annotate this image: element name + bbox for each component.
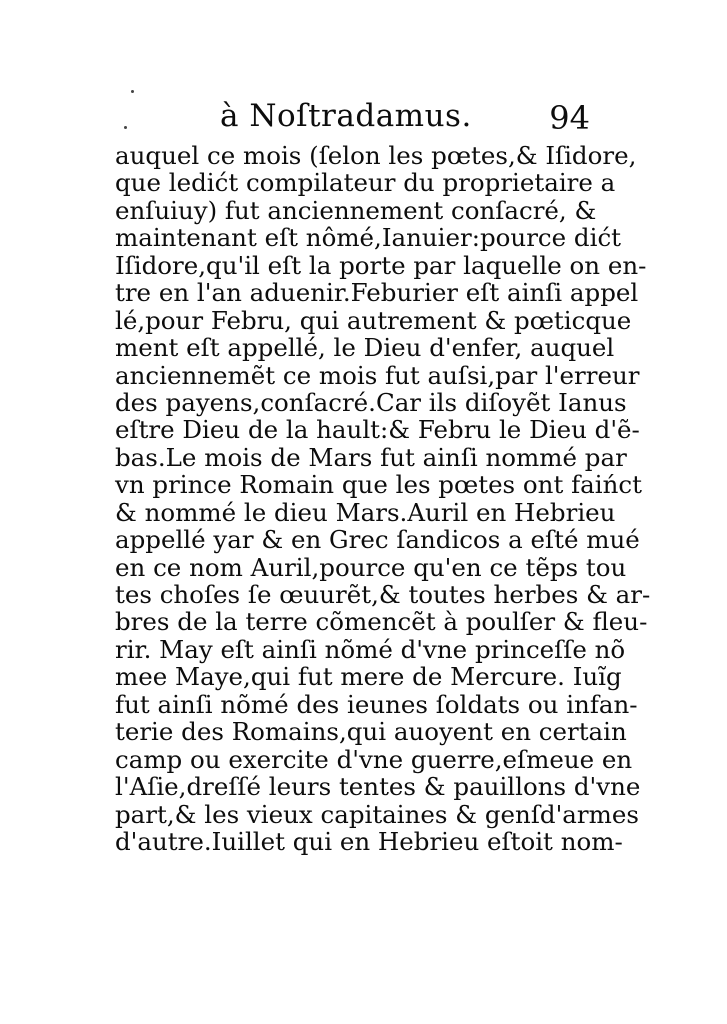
- text-line: bres de la terre cõmencẽt à poulſer & fleu-: [115, 607, 648, 637]
- text-line: mee Maye,qui fut mere de Mercure. Iuĩg: [115, 662, 622, 692]
- text-line: tes choſes ſe œuurẽt,& toutes herbes & ar-: [115, 580, 651, 609]
- page-header: [110, 96, 600, 140]
- page-number: 94: [549, 99, 590, 137]
- text-line: auquel ce mois (ſelon les pœtes,& Iſidore,: [115, 141, 637, 170]
- text-line: camp ou exercite d'vne guerre,eſmeue en: [115, 744, 633, 774]
- text-line: vn prince Romain que les pœtes ont faińct: [115, 470, 642, 500]
- text-line: rir. May eſt ainſi nõmé d'vne princeſſe nõ: [115, 634, 626, 664]
- ink-speck: [131, 90, 134, 93]
- text-line: lé,pour Febru, qui autrement & pœticque: [115, 305, 632, 335]
- text-line: maintenant eſt nômé,Ianuier:pource dićt: [115, 223, 622, 253]
- text-line: tre en l'an aduenir.Feburier eſt ainſi appel: [115, 278, 639, 308]
- text-line: terie des Romains,qui auoyent en certain: [115, 717, 627, 747]
- text-line: anciennemẽt ce mois fut auſsi,par l'erreur: [115, 360, 640, 390]
- text-line: fut ainſi nõmé des ieunes ſoldats ou infan-: [115, 689, 638, 719]
- text-line: des payens,conſacré.Car ils diſoyẽt Ianus: [115, 387, 627, 417]
- text-line: & nommé le dieu Mars.Auril en Hebrieu: [115, 497, 616, 527]
- running-head: à Noſtradamus.: [220, 98, 472, 134]
- text-line: eſtre Dieu de la hault:& Febru le Dieu d'ẽ-: [115, 415, 640, 445]
- text-line: en ce nom Auril,pource qu'en ce tẽps tou: [115, 552, 627, 582]
- text-line: l'Aſie,dreſſé leurs tentes & pauillons d'vne: [115, 772, 641, 802]
- text-line: que ledićt compilateur du proprietaire a: [115, 168, 616, 198]
- text-line: part,& les vieux capitaines & genſd'armes: [115, 799, 639, 829]
- text-line: Iſidore,qu'il eſt la porte par laquelle on en-: [115, 250, 647, 280]
- text-line: appellé yar & en Grec ſandicos a eſté mué: [115, 525, 640, 555]
- body-text: [115, 141, 651, 856]
- text-line: enſuiuy) fut anciennement conſacré, &: [115, 195, 597, 225]
- text-line: bas.Le mois de Mars fut ainſi nommé par: [115, 442, 627, 472]
- text-line: d'autre.Iuillet qui en Hebrieu eſtoit nom-: [115, 826, 623, 856]
- text-line: ment eſt appellé, le Dieu d'enfer, auquel: [115, 333, 615, 363]
